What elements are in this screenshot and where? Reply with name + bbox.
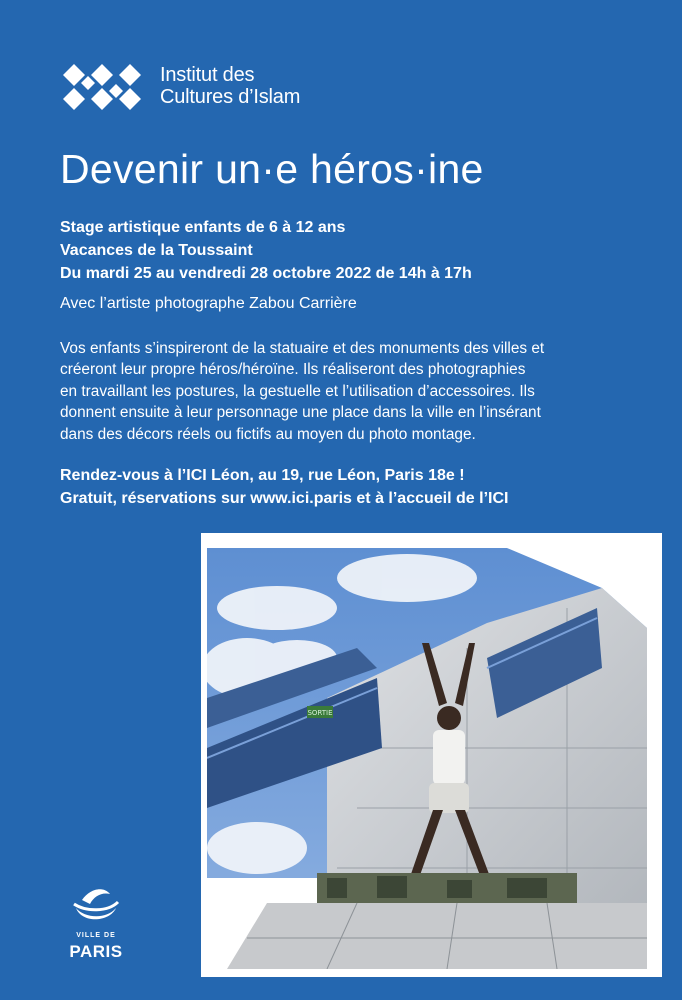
rendezvous-info [60, 464, 508, 510]
description-line: dans des décors réels ou fictifs au moyen du photo montage. [60, 425, 476, 443]
event-info-age: Stage artistique enfants de 6 à 12 ans [60, 219, 346, 236]
org-name-line1: Institut des [160, 64, 255, 86]
rendezvous-address: Rendez-vous à l’ICI Léon, au 19, rue Léon, Paris 18e ! [60, 467, 465, 484]
page-title: Devenir un·e héros·ine [60, 146, 484, 192]
event-info-dates: Du mardi 25 au vendredi 28 octobre 2022 de 14h à 17h [60, 265, 472, 282]
paris-label: PARIS [69, 942, 123, 961]
event-info-season: Vacances de la Toussaint [60, 242, 253, 259]
description-line: Vos enfants s’inspireront de la statuaire et des monuments des villes et [60, 340, 545, 357]
description-line: en travaillant les postures, la gestuelle et l’utilisation d’accessoires. Ils [60, 382, 535, 400]
description-line: créeront leur propre héros/héroïne. Ils réaliseront des photographies [60, 361, 526, 379]
artist-credit: Avec l’artiste photographe Zabou Carrière [60, 295, 357, 312]
ville-de-paris-logo [66, 882, 126, 966]
exit-sign-text: SORTIE [307, 709, 333, 717]
institute-logo [62, 62, 362, 112]
photo-montage [207, 548, 647, 969]
org-name-line2: Cultures d’Islam [160, 86, 301, 108]
ville-de-label: VILLE DE [76, 932, 116, 939]
rendezvous-booking: Gratuit, réservations sur www.ici.paris et à l’accueil de l’ICI [60, 490, 509, 507]
institute-diamond-logo-icon [62, 64, 152, 110]
paris-ship-logo-icon [66, 882, 126, 930]
event-description [60, 338, 640, 445]
event-info [60, 216, 660, 285]
description-line: donnent ensuite à leur personnage une place dans la ville en l’insérant [60, 404, 541, 422]
ground-tiles [227, 903, 647, 969]
photo-frame [201, 533, 662, 977]
org-name [160, 64, 300, 108]
